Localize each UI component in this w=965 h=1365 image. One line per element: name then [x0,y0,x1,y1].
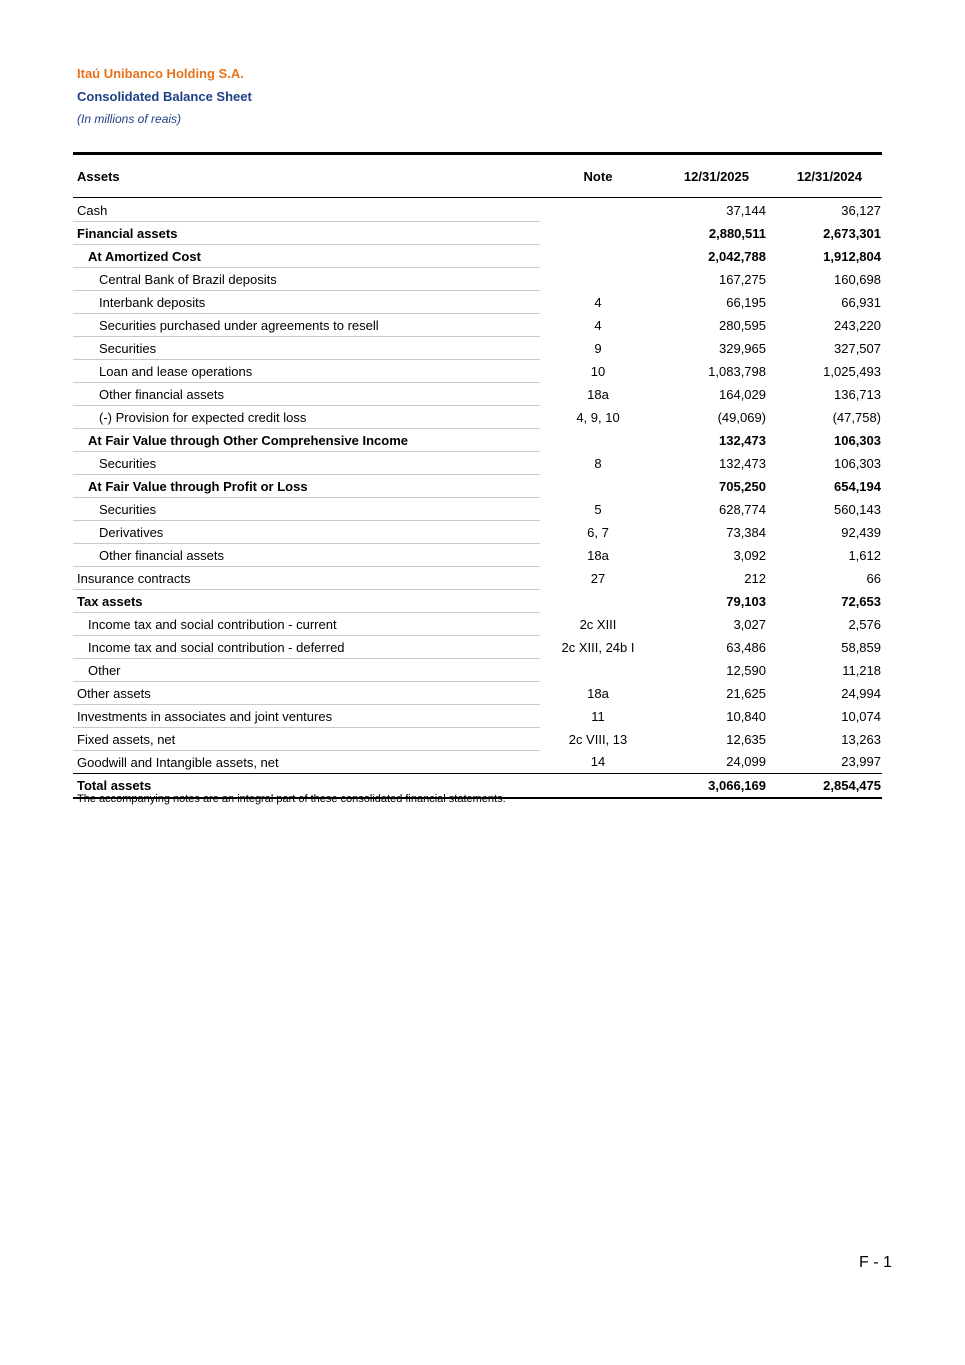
row-value-2025: 79,103 [726,593,766,609]
units-note: (In millions of reais) [77,112,182,126]
row-value-2025: 2,880,511 [708,225,766,241]
row-label: At Fair Value through Other Comprehensive Income [73,429,540,452]
row-value-2025: 66,195 [726,294,766,310]
row-note [540,268,656,291]
row-value-2024: 327,507 [834,340,881,356]
row-value-2024: (47,758) [832,409,881,425]
row-value-2024: 72,653 [841,593,881,609]
row-label: Tax assets [73,590,540,613]
table-row [73,544,882,567]
table-row [73,337,882,360]
row-label: Income tax and social contribution - current [73,613,540,636]
row-note: 4 [594,294,602,310]
statement-title: Consolidated Balance Sheet [77,89,252,104]
row-value-2024: 106,303 [834,432,881,448]
row-note [540,222,656,245]
row-note: 10 [590,363,606,379]
row-value-2024: 11,218 [842,662,881,678]
row-label: Investments in associates and joint ventures [73,705,540,728]
row-value-2024: 136,713 [834,386,881,402]
column-header-2025: 12/31/2025 [683,168,749,184]
row-note: 5 [594,501,602,517]
row-value-2025: 1,083,798 [708,363,766,379]
table-row [73,291,882,314]
row-value-2024: 1,025,493 [823,363,881,379]
row-label: Securities purchased under agreements to resell [73,314,540,337]
table-row [73,590,882,613]
row-value-2025: 329,965 [719,340,766,356]
row-value-2024: 2,576 [848,616,881,632]
table-row [73,475,882,498]
table-row [73,659,882,682]
row-note: 2c XIII [579,616,617,632]
column-header-2024: 12/31/2024 [796,168,862,184]
row-value-2025: 628,774 [719,501,766,517]
row-note: 2c VIII, 13 [568,731,628,747]
row-label: Other [73,659,540,682]
row-label: Securities [73,337,540,360]
column-header-note: Note [583,168,613,184]
row-value-2025: 63,486 [726,639,766,655]
row-label: Other financial assets [73,383,540,406]
row-value-2025: (49,069) [717,409,766,425]
table-row [73,728,882,751]
table-row [73,429,882,452]
row-value-2024: 24,994 [841,685,881,701]
row-label: Financial assets [73,222,540,245]
balance-sheet-table-wrapper [73,152,882,799]
table-row [73,314,882,337]
row-note: 8 [594,455,602,471]
row-note: 18a [587,386,609,402]
row-note: 4, 9, 10 [576,409,620,425]
row-value-2024: 106,303 [834,455,881,471]
row-label: Derivatives [73,521,540,544]
balance-sheet-table [73,152,882,799]
row-value-2025: 3,092 [733,547,766,563]
table-row [73,222,882,245]
row-note: 4 [594,317,602,333]
table-row [73,198,882,222]
table-row [73,383,882,406]
company-name: Itaú Unibanco Holding S.A. [77,66,244,81]
row-label: Insurance contracts [73,567,540,590]
table-row [73,567,882,590]
row-note [540,245,656,268]
table-row [73,452,882,475]
table-row [73,406,882,429]
row-value-2024: 36,127 [841,202,881,218]
row-value-2024: 92,439 [841,524,881,540]
row-note [540,198,656,222]
row-label: Goodwill and Intangible assets, net [77,754,279,770]
row-label: Loan and lease operations [73,360,540,383]
total-note [540,774,656,799]
row-value-2025: 2,042,788 [708,248,766,264]
footnote: The accompanying notes are an integral part of these consolidated financial statements. [77,793,506,805]
row-value-2025: 37,144 [726,202,766,218]
row-label: Fixed assets, net [73,728,540,751]
row-value-2025: 132,473 [719,432,766,448]
row-note: 2c XIII, 24b I [561,639,635,655]
row-note: 9 [594,340,602,356]
row-value-2024: 58,859 [841,639,881,655]
row-note: 6, 7 [587,524,609,540]
row-label: Other assets [73,682,540,705]
row-value-2025: 164,029 [719,386,766,402]
row-value-2024: 13,263 [841,731,881,747]
row-value-2025: 212 [744,570,766,586]
row-value-2024: 160,698 [834,271,881,287]
table-row [73,268,882,291]
row-value-2025: 3,027 [733,616,766,632]
row-value-2024: 560,143 [834,501,881,517]
row-note: 18a [587,685,609,701]
table-body [73,198,882,774]
row-label: At Fair Value through Profit or Loss [73,475,540,498]
row-value-2024: 66 [866,570,881,586]
total-label: Total assets [73,774,540,799]
table-row [73,705,882,728]
row-value-2025: 167,275 [719,271,766,287]
row-value-2025: 132,473 [719,455,766,471]
row-value-2024: 243,220 [834,317,881,333]
page-number: F - 1 [859,1254,892,1271]
row-value-2025: 705,250 [719,478,766,494]
row-value-2024: 23,997 [841,754,881,770]
row-label: At Amortized Cost [73,245,540,268]
total-value-2025: 3,066,169 [656,774,767,799]
row-note: 18a [587,547,609,563]
row-label: Other financial assets [73,544,540,567]
row-note [540,429,656,452]
table-row [73,636,882,659]
row-label: (-) Provision for expected credit loss [73,406,540,429]
row-label: Securities [73,452,540,475]
row-value-2024: 2,673,301 [823,225,881,241]
row-value-2024: 66,931 [841,294,881,310]
row-value-2025: 12,635 [726,731,766,747]
row-value-2025: 73,384 [726,524,766,540]
row-value-2024: 1,612 [848,547,881,563]
row-note: 14 [590,754,606,770]
row-value-2024: 1,912,804 [823,248,881,264]
table-header-row [73,154,882,198]
row-value-2025: 21,625 [726,685,766,701]
column-header-assets: Assets [77,168,120,184]
row-label: Central Bank of Brazil deposits [73,268,540,291]
row-value-2024: 10,074 [841,708,881,724]
row-note [540,590,656,613]
row-note [540,659,656,682]
row-value-2024: 654,194 [834,478,881,494]
row-label: Securities [73,498,540,521]
table-row [73,360,882,383]
table-row [73,521,882,544]
table-row [73,245,882,268]
row-value-2025: 280,595 [719,317,766,333]
table-row [73,613,882,636]
table-row [73,682,882,705]
row-value-2025: 12,590 [726,662,766,678]
row-value-2025: 24,099 [726,754,766,770]
row-label: Income tax and social contribution - deferred [73,636,540,659]
row-value-2025: 10,840 [726,708,766,724]
table-row [73,751,882,774]
table-row [73,498,882,521]
total-value-2024: 2,854,475 [767,774,882,799]
row-label: Cash [73,198,540,222]
row-note [540,475,656,498]
row-label: Interbank deposits [73,291,540,314]
row-note: 27 [590,570,606,586]
row-note: 11 [591,708,605,724]
